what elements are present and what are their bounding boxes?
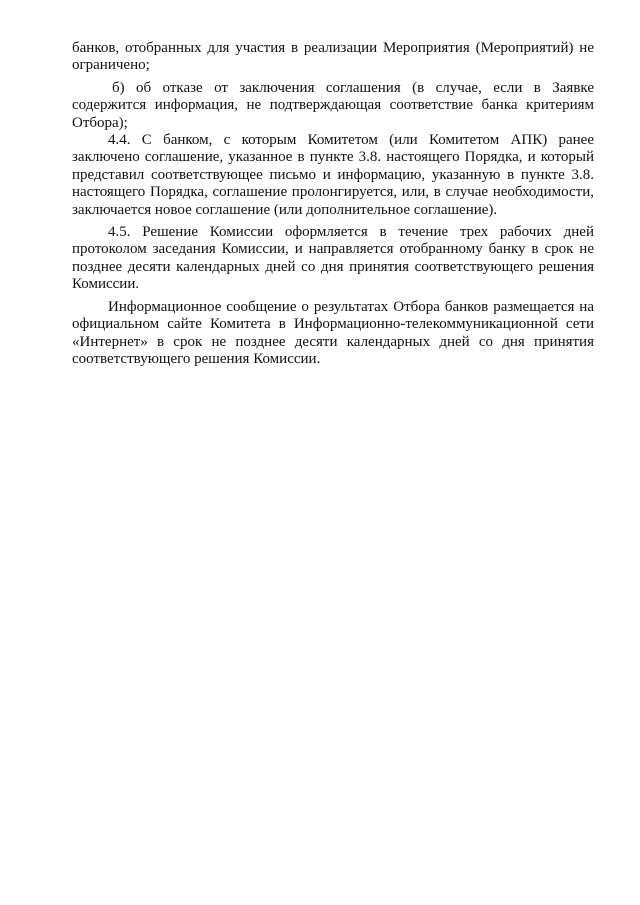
paragraph-information-message: Информационное сообщение о результатах Отбора банков размещается на официальном сайте Комитета в Информационно-телекоммуникационной сети «Интернет» в срок не позднее десяти календарных дней со дня принятия соответствующего решения Комиссии. [72,298,594,367]
document-page [72,40,594,368]
paragraph-continuation: банков, отобранных для участия в реализации Мероприятия (Мероприятий) не ограничено; [72,40,594,74]
paragraph-4-5: 4.5. Решение Комиссии оформляется в течение трех рабочих дней протоколом заседания Комиссии, и направляется отобранному банку в срок не позднее десяти календарных дней со дня принятия соответствующего решения Комиссии. [72,224,594,293]
paragraph-item-b: б) об отказе от заключения соглашения (в случае, если в Заявке содержится информация, не подтверждающая соответствие банка критериям Отбора); [72,79,594,131]
paragraph-4-4: 4.4. С банком, с которым Комитетом (или Комитетом АПК) ранее заключено соглашение, указанное в пункте 3.8. настоящего Порядка, и который представил соответствующее письмо и информацию, указанную в пункте 3.8. настоящего Порядка, соглашение пролонгируется, или, в случае необходимости, заключается новое соглашение (или дополнительное соглашение). [72,132,594,218]
